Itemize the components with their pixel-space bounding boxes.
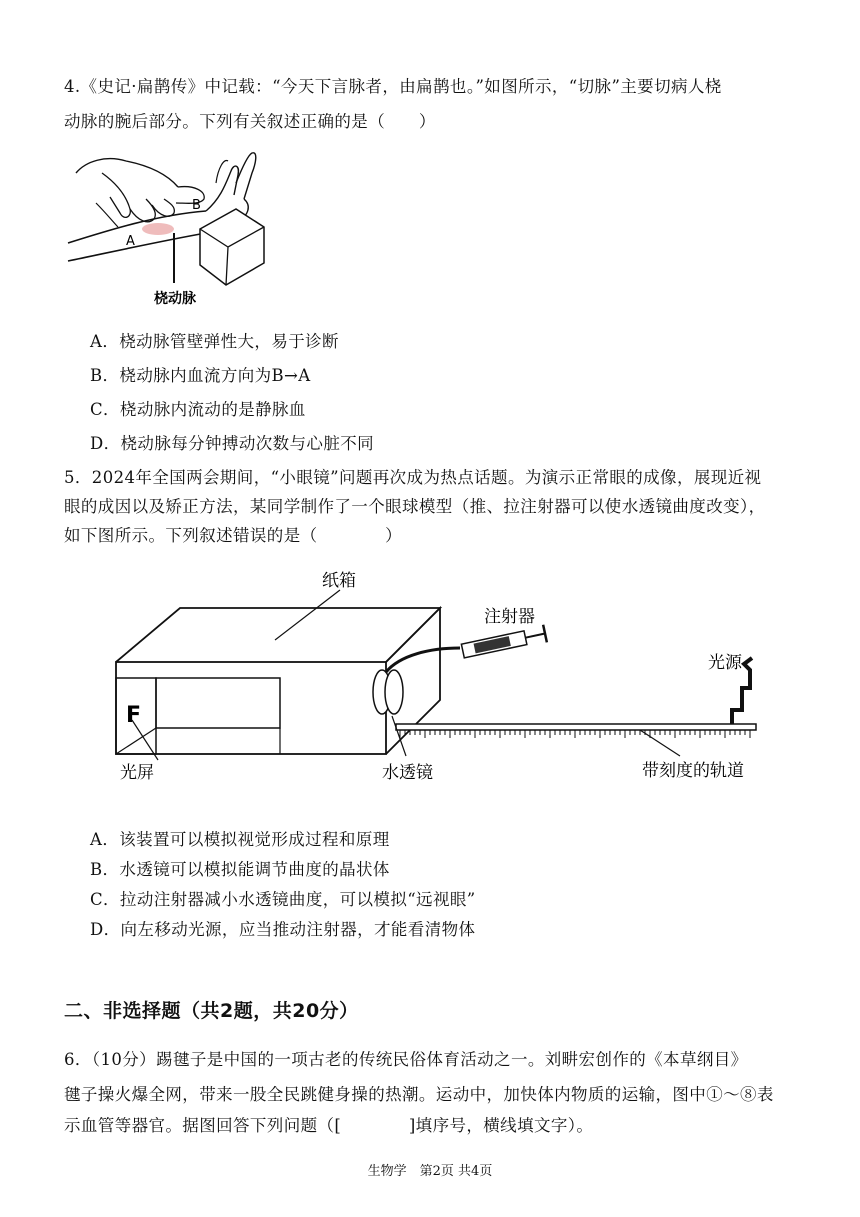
q6-stem-line3: 示血管等器官。据图回答下列问题（[ ]填序号，横线填文字）。 [64, 1116, 594, 1135]
q5-stem-line2: 眼的成因以及矫正方法，某同学制作了一个眼球模型（推、拉注射器可以使水透镜曲度改变）， [64, 497, 766, 516]
track-ticks [400, 730, 750, 738]
q6-stem-line2: 毽子操火爆全网，带来一股全民跳健身操的热潮。运动中，加快体内物质的运输，图中①～⑧表 [64, 1085, 774, 1104]
label-track: 带刻度的轨道 [642, 761, 744, 781]
q4-pulse-figure [66, 143, 266, 313]
label-radial-artery: 桡动脉 [154, 291, 196, 307]
screen-glyph: F [126, 703, 142, 728]
q5-option-b[interactable]: B．水透镜可以模拟能调节曲度的晶状体 [90, 860, 390, 879]
q4-option-a[interactable]: A．桡动脉管壁弹性大，易于诊断 [90, 332, 339, 351]
q5-stem-line1: 5．2024年全国两会期间，“小眼镜”问题再次成为热点话题。为演示正常眼的成像，展现近视 [64, 468, 762, 487]
label-lens: 水透镜 [382, 763, 433, 783]
q6-stem-line1: 6．（10分）踢毽子是中国的一项古老的传统民俗体育活动之一。刘畊宏创作的《本草纲目》 [64, 1050, 748, 1069]
label-a: A [126, 234, 135, 249]
section-2-title: 二、非选择题（共2题，共20分） [64, 1000, 359, 1022]
q4-option-d[interactable]: D．桡动脉每分钟搏动次数与心脏不同 [90, 434, 375, 453]
q4-stem-line2: 动脉的腕后部分。下列有关叙述正确的是（ ） [64, 112, 436, 131]
label-box: 纸箱 [322, 571, 356, 591]
q5-eye-model-figure [100, 560, 790, 790]
label-syringe: 注射器 [484, 607, 535, 627]
label-screen: 光屏 [120, 763, 154, 783]
label-light: 光源 [708, 653, 742, 673]
q5-stem-line3: 如下图所示。下列叙述错误的是（ ） [64, 526, 402, 545]
q5-option-d[interactable]: D．向左移动光源，应当推动注射器，才能看清物体 [90, 920, 476, 939]
q4-stem-line1: 4.《史记·扁鹊传》中记载：“今天下言脉者，由扁鹊也。”如图所示，“切脉”主要切病人桡 [64, 77, 722, 96]
label-b: B [192, 198, 201, 213]
page-footer: 生物学 第2页 共4页 [367, 1164, 493, 1179]
q4-option-c[interactable]: C．桡动脉内流动的是静脉血 [90, 400, 306, 419]
q5-option-c[interactable]: C．拉动注射器减小水透镜曲度，可以模拟“远视眼” [90, 890, 476, 909]
q4-option-b[interactable]: B．桡动脉内血流方向为B→A [90, 366, 311, 385]
q5-option-a[interactable]: A．该装置可以模拟视觉形成过程和原理 [90, 830, 390, 849]
